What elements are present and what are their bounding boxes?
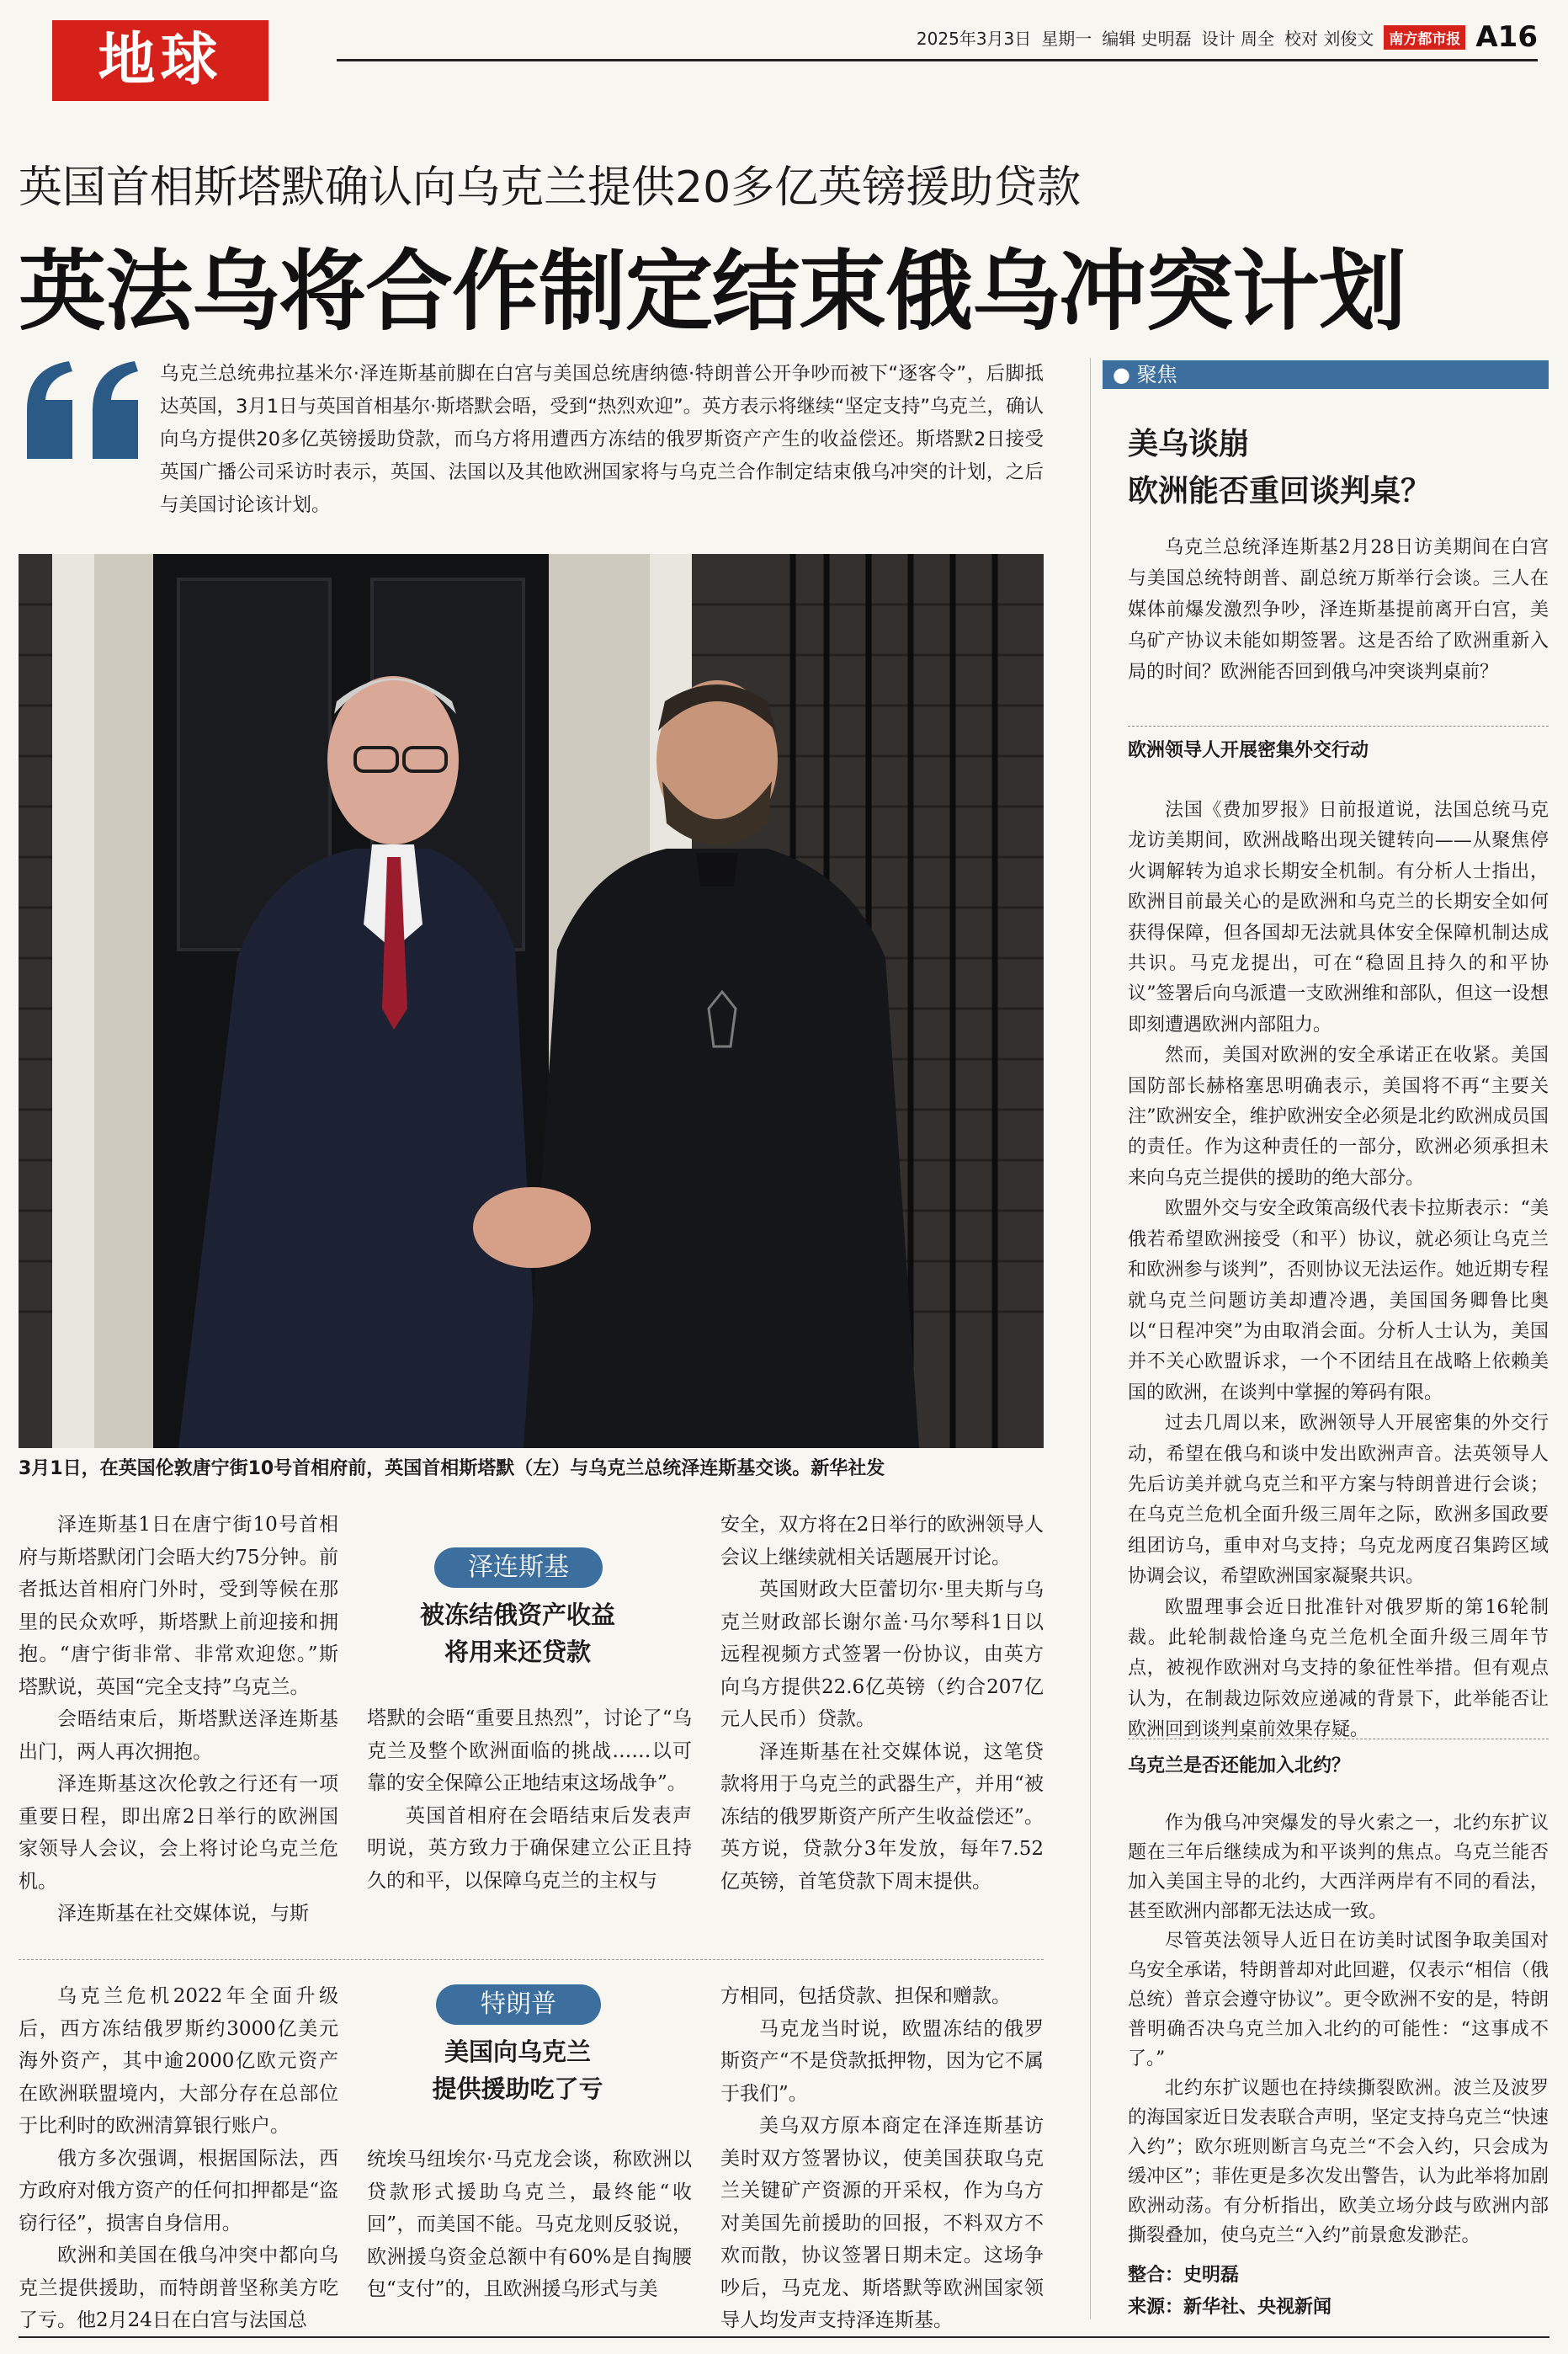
paragraph: 塔默的会晤“重要且热烈”，讨论了“乌克兰及整个欧洲面临的挑战……以可靠的安全保障公正地结束这场战争”。 xyxy=(367,1707,692,1794)
sidebar-section-2 xyxy=(1128,1808,1549,2250)
page-number: A16 xyxy=(1475,20,1538,54)
section1-title-line2: 将用来还贷款 xyxy=(444,1638,591,1666)
paragraph: 过去几周以来，欧洲领导人开展密集的外交行动，希望在俄乌和谈中发出欧洲声音。法英领导人先后访美并就乌克兰和平方案与特朗普进行会谈；在乌克兰危机全面升级三周年之际，欧洲多国政要组团访乌，重申对乌支持；乌克龙两度召集跨区域协调会议，希望欧洲国家凝聚共识。 xyxy=(1128,1413,1549,1588)
sidebar-section-1 xyxy=(1128,796,1549,1746)
sidebar-title-line1: 美乌谈崩 xyxy=(1128,427,1250,461)
paragraph: 统埃马纽埃尔·马克龙会谈，称欧洲以贷款形式援助乌克兰，最终能“收回”，而美国不能。马克龙则反驳说，欧洲援乌资金总额中有60%是自掏腰包“支付”的，且欧洲援乌形式与美 xyxy=(367,2149,692,2300)
paragraph: 泽连斯基在社交媒体说，与斯 xyxy=(57,1903,309,1925)
paragraph: 乌克兰总统泽连斯基2月28日访美期间在白宫与美国总统特朗普、副总统万斯举行会谈。三人在媒体前爆发激烈争吵，泽连斯基提前离开白宫，美乌矿产协议未能如期签署。这是否给了欧洲重新入局的时间？欧洲能否回到俄乌冲突谈判桌前？ xyxy=(1128,537,1549,683)
paragraph: 乌克兰危机2022年全面升级后，西方冻结俄罗斯约3000亿美元海外资产，其中逾2000亿欧元资产在欧洲联盟境内，大部分存在总部位于比利时的欧洲清算银行账户。 xyxy=(19,1985,338,2137)
focus-label-bar: ● 聚焦 xyxy=(1103,360,1549,389)
newspaper-logo: 南方都市报 xyxy=(1384,25,1465,50)
photo-illustration xyxy=(19,554,1044,1448)
masthead-rule xyxy=(337,59,1538,61)
editor-credit: 编辑 史明磊 xyxy=(1102,28,1192,49)
section1-column-1 xyxy=(19,1509,338,1931)
paragraph: 作为俄乌冲突爆发的导火索之一，北约东扩议题在三年后继续成为和平谈判的焦点。乌克兰能否加入美国主导的北约，大西洋两岸有不同的看法，甚至欧洲内部都无法达成一致。 xyxy=(1128,1813,1549,1922)
paragraph: 美乌双方原本商定在泽连斯基访美时双方签署协议，使美国获取乌克兰关键矿产资源的开采权，作为乌方对美国先前援助的回报，不料双方不欢而散，协议签署日期未定。这场争吵后，马克龙、斯塔默等欧洲国家领导人均发声支持泽连斯基。 xyxy=(720,2115,1044,2331)
section1-title xyxy=(370,1596,665,1670)
issue-date: 2025年3月3日 xyxy=(916,28,1032,49)
paragraph: 尽管英法领导人近日在访美时试图争取美国对乌安全承诺，特朗普却对此回避，仅表示“相信（俄总统）普京会遵守协议”。更令欧洲不安的是，特朗普明确否决乌克兰加入北约的可能性：“这事成不了。” xyxy=(1128,1931,1549,2069)
paragraph: 泽连斯基这次伦敦之行还有一项重要日程，即出席2日举行的欧洲国家领导人会议，会上将讨论乌克兰危机。 xyxy=(19,1773,338,1893)
source-credit-line: 来源：新华社、央视新闻 xyxy=(1128,2297,1332,2318)
focus-label: 聚焦 xyxy=(1136,363,1177,386)
footer-rule xyxy=(19,2336,1549,2338)
paragraph: 法国《费加罗报》日前报道说，法国总统马克龙访美期间，欧洲战略出现关键转向——从聚焦停火调解转为追求长期安全机制。有分析人士指出，欧洲目前最关心的是欧洲和乌克兰的长期安全如何获得保障，但各国却无法就具体安全保障机制达成共识。马克龙提出，可在“稳固且持久的和平协议”签署后向乌派遣一支欧洲维和部队，但这一设想即刻遭遇欧洲内部阻力。 xyxy=(1128,800,1549,1036)
photo-caption: 3月1日，在英国伦敦唐宁街10号首相府前，英国首相斯塔默（左）与乌克兰总统泽连斯基交谈。新华社发 xyxy=(19,1458,885,1479)
paragraph: 安全，双方将在2日举行的欧洲领导人会议上继续就相关话题展开讨论。 xyxy=(720,1514,1044,1568)
paragraph: 马克龙当时说，欧盟冻结的俄罗斯资产“不是贷款抵押物，因为它不属于我们”。 xyxy=(720,2017,1044,2105)
section-badge: 地球 xyxy=(52,20,268,101)
paragraph: 英国财政大臣蕾切尔·里夫斯与乌克兰财政部长谢尔盖·马尔琴科1日以远程视频方式签署一份协议，由英方向乌方提供22.6亿英镑（约合207亿元人民币）贷款。 xyxy=(720,1579,1044,1730)
quote-icon xyxy=(20,358,146,467)
section2-title-line1: 美国向乌克兰 xyxy=(444,2037,591,2066)
section2-tag: 特朗普 xyxy=(436,1984,601,2025)
section2-title-line2: 提供援助吃了亏 xyxy=(432,2074,603,2103)
paragraph: 俄方多次强调，根据国际法，西方政府对俄方资产的任何扣押都是“盗窃行径”，损害自身信用。 xyxy=(19,2147,338,2234)
section1-tag: 泽连斯基 xyxy=(434,1547,603,1588)
proof-credit: 校对 刘俊文 xyxy=(1284,28,1374,49)
sidebar-intro xyxy=(1128,532,1549,688)
paragraph: 泽连斯基在社交媒体说，这笔贷款将用于乌克兰的武器生产，并用“被冻结的俄罗斯资产所产生收益偿还”。英方说，贷款分3年发放，每年7.52亿英镑，首笔贷款下周末提供。 xyxy=(720,1740,1044,1893)
paragraph: 欧洲和美国在俄乌冲突中都向乌克兰提供援助，而特朗普坚称美方吃了亏。他2月24日在白宫与法国总 xyxy=(19,2245,338,2331)
section1-column-3 xyxy=(720,1509,1044,1898)
section2-column-3 xyxy=(720,1980,1044,2337)
sidebar-title xyxy=(1128,421,1431,515)
section1-title-line1: 被冻结俄资产收益 xyxy=(419,1600,615,1629)
paragraph: 然而，美国对欧洲的安全承诺正在收紧。美国国防部长赫格塞思明确表示，美国将不再“主要关注”欧洲安全，维护欧洲安全必须是北约欧洲成员国的责任。作为这种责任的一部分，欧洲必须承担未来向乌克兰提供的援助的绝大部分。 xyxy=(1128,1045,1549,1189)
paragraph: 泽连斯基1日在唐宁街10号首相府与斯塔默闭门会晤大约75分钟。前者抵达首相府门外时，受到等候在那里的民众欢呼，斯塔默上前迎接和拥抱。“唐宁街非常、非常欢迎您。”斯塔默说，英国“完全支持”乌克兰。 xyxy=(19,1514,338,1698)
masthead-meta xyxy=(917,20,1538,54)
design-credit: 设计 周全 xyxy=(1201,28,1274,49)
section2-column-1 xyxy=(19,1980,338,2337)
paragraph: 英国首相府在会晤结束后发表声明说，英方致力于确保建立公正且持久的和平，以保障乌克兰的主权与 xyxy=(367,1804,692,1892)
sidebar-credits xyxy=(1128,2260,1331,2324)
section1-column-2 xyxy=(367,1702,692,1897)
sidebar-subhead-1: 欧洲领导人开展密集外交行动 xyxy=(1128,740,1369,761)
news-photo xyxy=(19,554,1044,1448)
sidebar-subhead-2: 乌克兰是否还能加入北约？ xyxy=(1128,1755,1351,1776)
page-headline: 英法乌将合作制定结束俄乌冲突计划 xyxy=(19,240,1406,343)
paragraph: 会晤结束后，斯塔默送泽连斯基出门，两人再次拥抱。 xyxy=(19,1708,338,1763)
sidebar-title-line2: 欧洲能否重回谈判桌？ xyxy=(1128,474,1432,509)
paragraph: 北约东扩议题也在持续撕裂欧洲。波兰及波罗的海国家近日发表联合声明，坚定支持乌克兰“快速入约”；欧尔班则断言乌克兰“不会入约，只会成为缓冲区”；菲佐更是多次发出警告，认为此举将加剧欧洲动荡。有分析指出，欧美立场分歧与欧洲内部撕裂叠加，使乌克兰“入约”前景愈发渺茫。 xyxy=(1128,2078,1549,2246)
lead-paragraph: 乌克兰总统弗拉基米尔·泽连斯基前脚在白宫与美国总统唐纳德·特朗普公开争吵而被下“逐客令”，后脚抵达英国，3月1日与英国首相基尔·斯塔默会晤，受到“热烈欢迎”。英方表示将继续“坚定支持”乌克兰，确认向乌方提供20多亿英镑援助贷款，而乌方将用遭西方冻结的俄罗斯资产产生的收益偿还。斯塔默2日接受英国广播公司采访时表示，英国、法国以及其他欧洲国家将与乌克兰合作制定结束俄乌冲突的计划，之后与美国讨论该计划。 xyxy=(160,363,1044,516)
section2-title xyxy=(370,2033,665,2107)
paragraph: 方相同，包括贷款、担保和赠款。 xyxy=(720,1985,1011,2007)
issue-weekday: 星期一 xyxy=(1041,28,1092,49)
paragraph: 欧盟外交与安全政策高级代表卡拉斯表示：“美俄若希望欧洲接受（和平）协议，就必须让乌克兰和欧洲参与谈判”，否则协议无法运作。她近期专程就乌克兰问题访美却遭冷遇，美国国务卿鲁比奥以“日程冲突”为由取消会面。分析人士认为，美国并不关心欧盟诉求，一个不团结且在战略上依赖美国的欧洲，在谈判中掌握的筹码有限。 xyxy=(1128,1198,1549,1403)
section2-column-2 xyxy=(367,2144,692,2306)
sidebar-rule xyxy=(1090,358,1091,2319)
editor-credit-line: 整合：史明磊 xyxy=(1128,2265,1240,2286)
section-divider xyxy=(19,1959,1044,1960)
sidebar-subhead-rule xyxy=(1128,726,1549,727)
subheadline: 英国首相斯塔默确认向乌克兰提供20多亿英镑援助贷款 xyxy=(19,162,1082,213)
paragraph: 欧盟理事会近日批准针对俄罗斯的第16轮制裁。此轮制裁恰逢乌克兰危机全面升级三周年节点，被视作欧洲对乌支持的象征性举措。但有观点认为，在制裁边际效应递减的背景下，此举能否让欧洲回到谈判桌前效果存疑。 xyxy=(1128,1596,1549,1741)
